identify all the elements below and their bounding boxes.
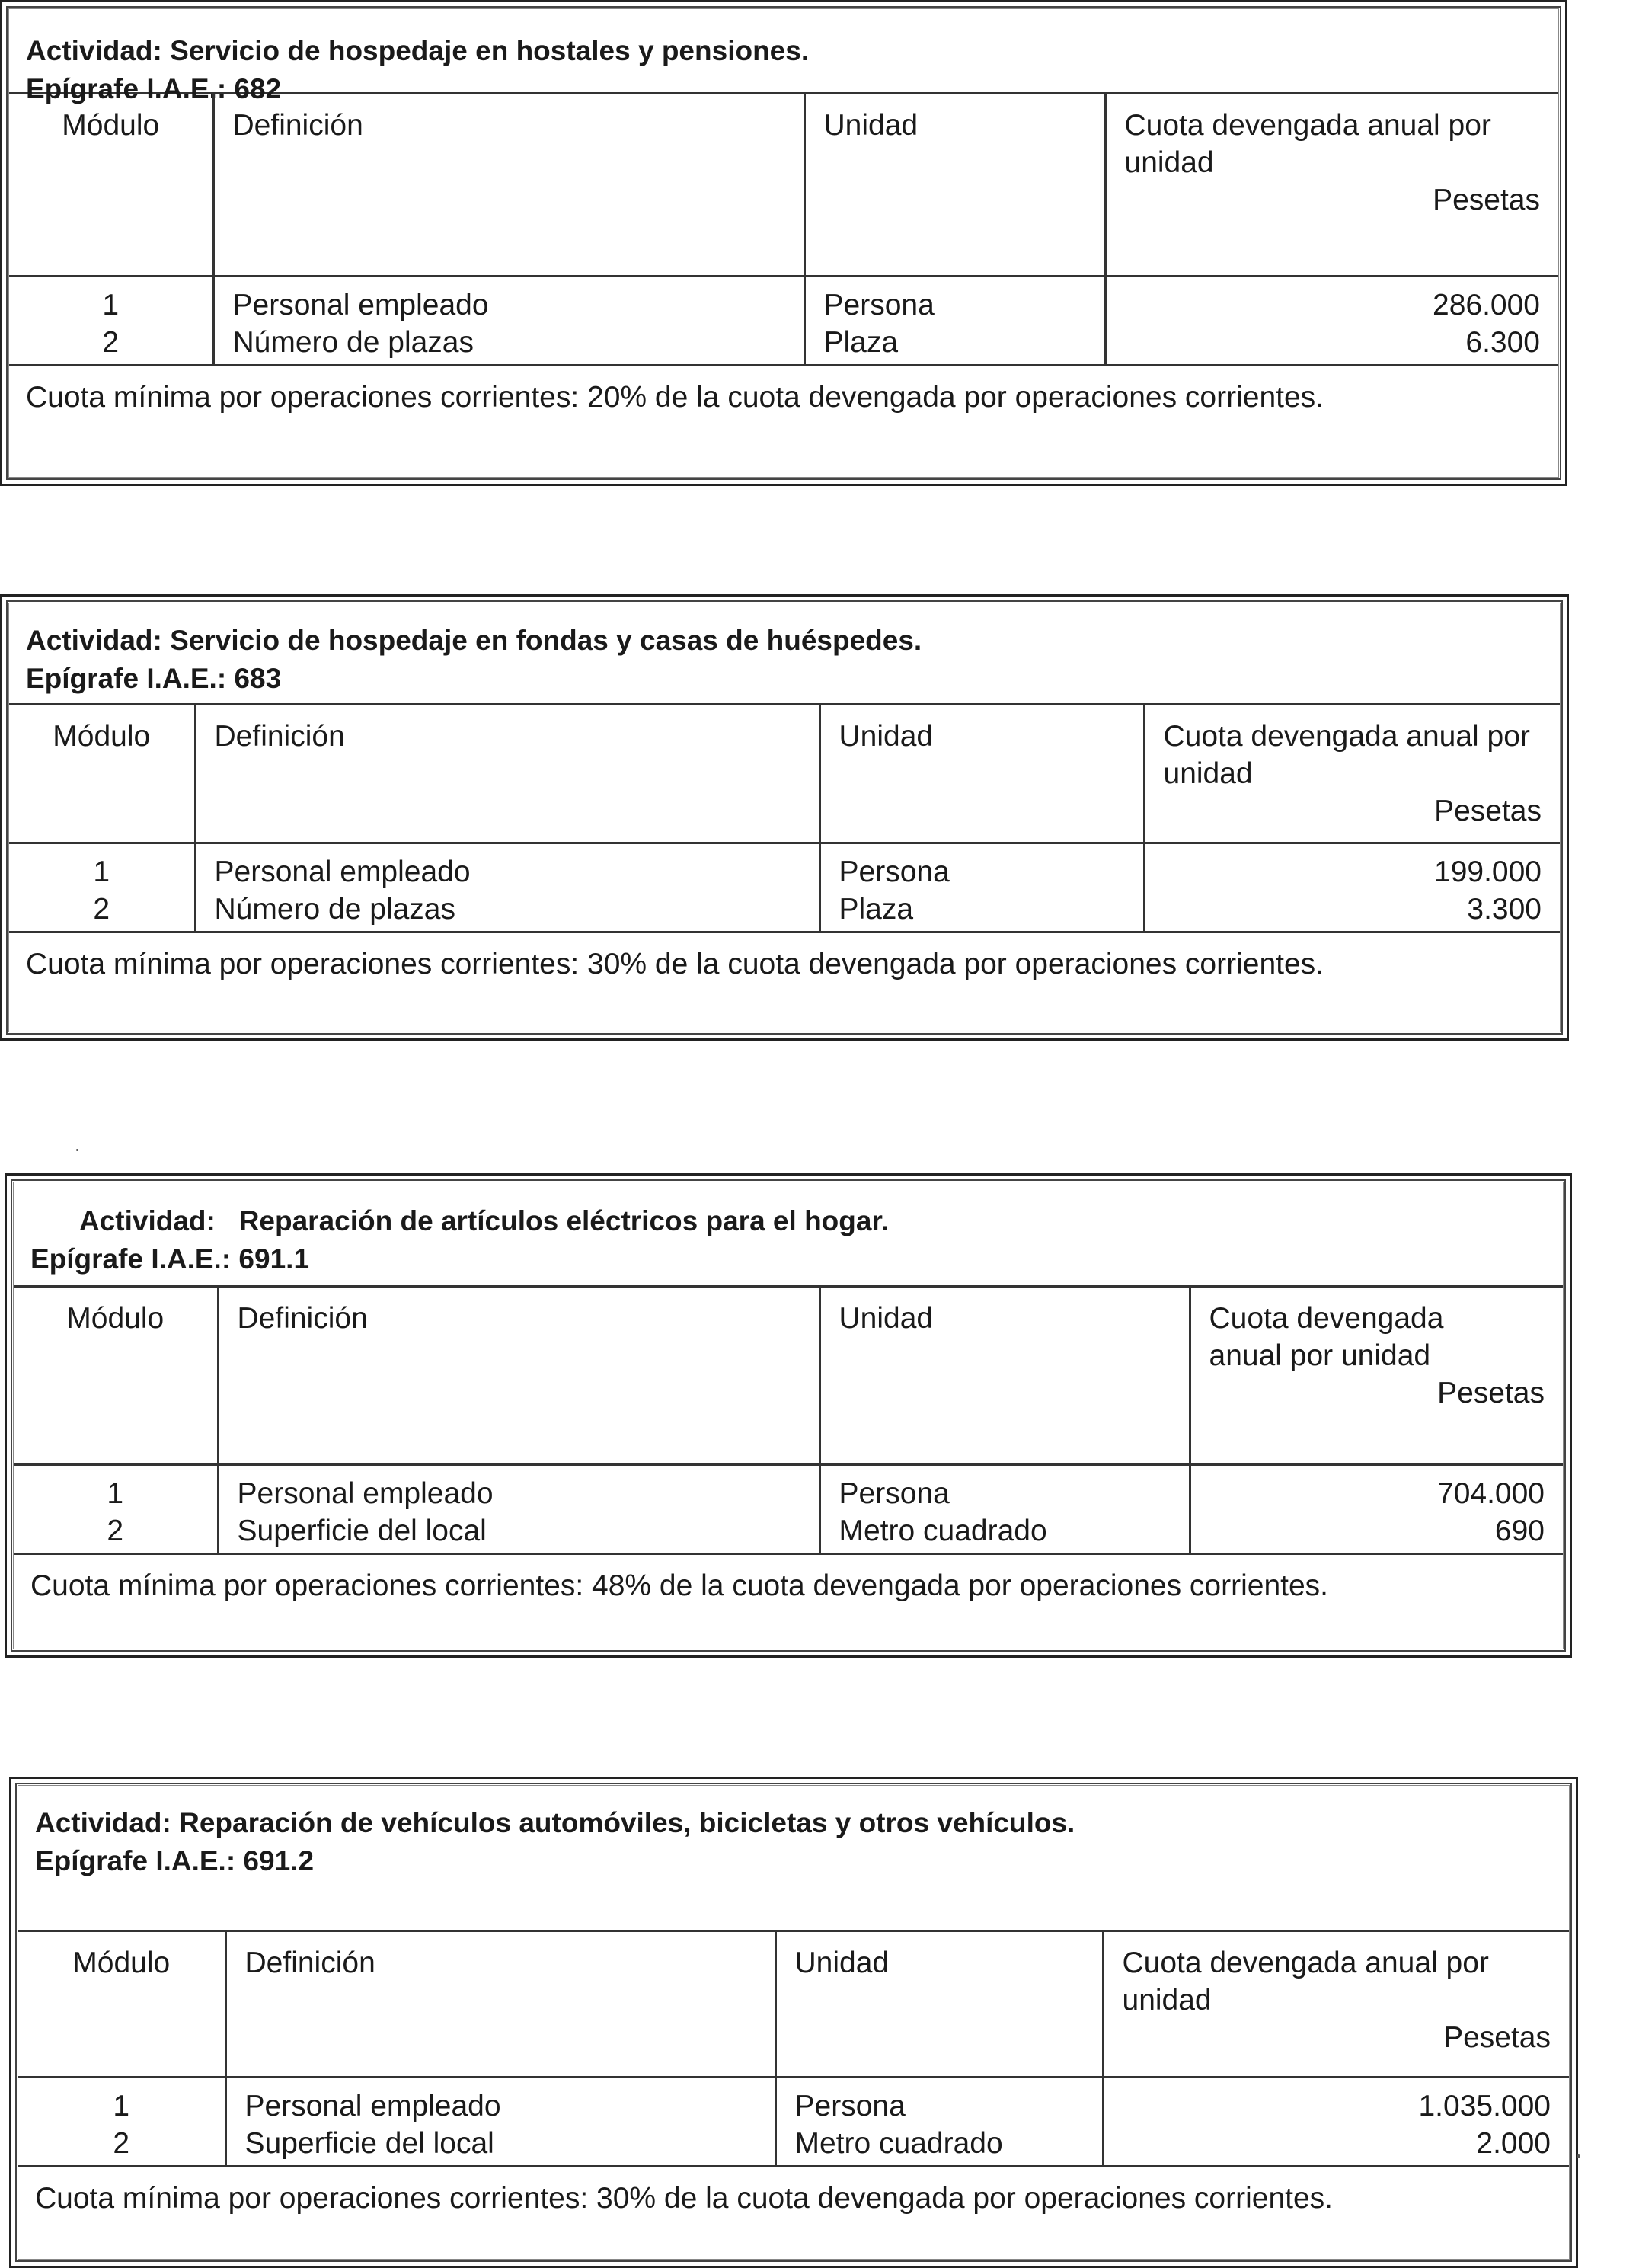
pesetas-label: Pesetas (1437, 1377, 1545, 1409)
definicion-cell: Personal empleado (195, 843, 820, 891)
unidad-cell: Persona (804, 276, 1105, 324)
unidad-cell: Persona (775, 2077, 1103, 2125)
col-header-modulo: Módulo (14, 1288, 218, 1464)
col-header-cuota (1144, 705, 1560, 843)
activity-title: Actividad: Servicio de hospedaje en fondas y casas de huéspedes. (26, 625, 922, 656)
table-row (14, 1464, 1563, 1512)
modulo-cell: 1 (102, 288, 120, 321)
module-table (9, 705, 1560, 933)
cuota-cell: 286.000 (1105, 276, 1558, 324)
epigrafe-label: Epígrafe I.A.E.: 691.1 (30, 1243, 310, 1275)
module-table (18, 1932, 1569, 2167)
pesetas-label: Pesetas (1434, 795, 1542, 827)
definicion-cell: Número de plazas (213, 324, 804, 366)
cuota-header-text: Cuota devengada anual por unidad (1124, 109, 1491, 179)
pesetas-label: Pesetas (1443, 2021, 1551, 2054)
cuota-cell: 1.035.000 (1103, 2077, 1569, 2125)
table-row (9, 276, 1558, 324)
cuota-cell: 6.300 (1105, 324, 1558, 366)
definicion-cell: Superficie del local (218, 1512, 820, 1554)
cuota-cell: 3.300 (1144, 891, 1560, 932)
activity-table-691-1 (5, 1173, 1572, 1658)
activity-header (14, 1182, 1563, 1288)
activity-table-682 (0, 0, 1567, 486)
cuota-cell: 199.000 (1144, 843, 1560, 891)
activity-header (18, 1786, 1569, 1932)
activity-table-683 (0, 594, 1569, 1041)
scan-speck (76, 1149, 78, 1151)
unidad-cell: Plaza (804, 324, 1105, 366)
col-header-cuota (1190, 1288, 1563, 1464)
col-header-cuota (1105, 94, 1558, 276)
pesetas-label: Pesetas (1433, 184, 1540, 216)
table-row (9, 891, 1560, 932)
col-header-unidad: Unidad (775, 1932, 1103, 2077)
col-header-modulo: Módulo (9, 94, 213, 276)
cuota-minima-note: Cuota mínima por operaciones corrientes: 48% de la cuota devengada por operaciones corrientes. (30, 1569, 1329, 1602)
module-table (9, 94, 1558, 366)
epigrafe-label: Epígrafe I.A.E.: 683 (26, 663, 282, 694)
col-header-definicion: Definición (195, 705, 820, 843)
modulo-cell: 2 (14, 1512, 218, 1554)
cuota-header-text: Cuota devengada anual por unidad (1163, 720, 1530, 790)
activity-header (9, 603, 1560, 705)
activity-title: Actividad: Servicio de hospedaje en hostales y pensiones. (26, 35, 810, 66)
col-header-unidad: Unidad (820, 705, 1144, 843)
cuota-minima-note: Cuota mínima por operaciones corrientes: 20% de la cuota devengada por operaciones corrientes. (26, 380, 1324, 414)
cuota-cell: 704.000 (1190, 1464, 1563, 1512)
cuota-minima-note: Cuota mínima por operaciones corrientes: 30% de la cuota devengada por operaciones corrientes. (26, 947, 1324, 980)
col-header-cuota (1103, 1932, 1569, 2077)
activity-table-691-2 (9, 1777, 1578, 2268)
cuota-cell: 2.000 (1103, 2125, 1569, 2167)
table-row (9, 324, 1558, 366)
col-header-unidad: Unidad (804, 94, 1105, 276)
activity-header (9, 9, 1558, 104)
col-header-modulo: Módulo (9, 705, 195, 843)
epigrafe-label: Epígrafe I.A.E.: 691.2 (35, 1845, 315, 1876)
col-header-unidad: Unidad (820, 1288, 1190, 1464)
modulo-cell: 1 (93, 855, 110, 888)
modulo-cell: 2 (9, 324, 213, 366)
modulo-cell: 2 (18, 2125, 225, 2167)
modulo-cell: 1 (107, 1476, 124, 1510)
definicion-cell: Superficie del local (225, 2125, 775, 2167)
modulo-cell: 1 (113, 2089, 130, 2122)
unidad-cell: Metro cuadrado (775, 2125, 1103, 2167)
scan-speck (1577, 2154, 1580, 2158)
activity-title: Actividad: Reparación de vehículos automóviles, bicicletas y otros vehículos. (35, 1807, 1075, 1838)
definicion-cell: Personal empleado (213, 276, 804, 324)
unidad-cell: Persona (820, 1464, 1190, 1512)
col-header-definicion: Definición (218, 1288, 820, 1464)
modulo-cell: 2 (9, 891, 195, 932)
cuota-cell: 690 (1190, 1512, 1563, 1554)
col-header-definicion: Definición (225, 1932, 775, 2077)
table-row (18, 2077, 1569, 2125)
definicion-cell: Personal empleado (225, 2077, 775, 2125)
definicion-cell: Personal empleado (218, 1464, 820, 1512)
unidad-cell: Metro cuadrado (820, 1512, 1190, 1554)
module-table (14, 1288, 1563, 1555)
cuota-minima-note: Cuota mínima por operaciones corrientes: 30% de la cuota devengada por operaciones corrientes. (35, 2181, 1334, 2215)
definicion-cell: Número de plazas (195, 891, 820, 932)
cuota-header-text: Cuota devengada anual por unidad (1122, 1947, 1489, 2017)
col-header-modulo: Módulo (18, 1932, 225, 2077)
table-row (18, 2125, 1569, 2167)
unidad-cell: Plaza (820, 891, 1144, 932)
table-row (9, 843, 1560, 891)
unidad-cell: Persona (820, 843, 1144, 891)
activity-title: Actividad: Reparación de artículos eléctricos para el hogar. (79, 1205, 890, 1236)
table-row (14, 1512, 1563, 1554)
cuota-header-text: Cuota devengada anual por unidad (1209, 1302, 1444, 1372)
epigrafe-label: Epígrafe I.A.E.: 682 (26, 73, 282, 104)
col-header-definicion: Definición (213, 94, 804, 276)
